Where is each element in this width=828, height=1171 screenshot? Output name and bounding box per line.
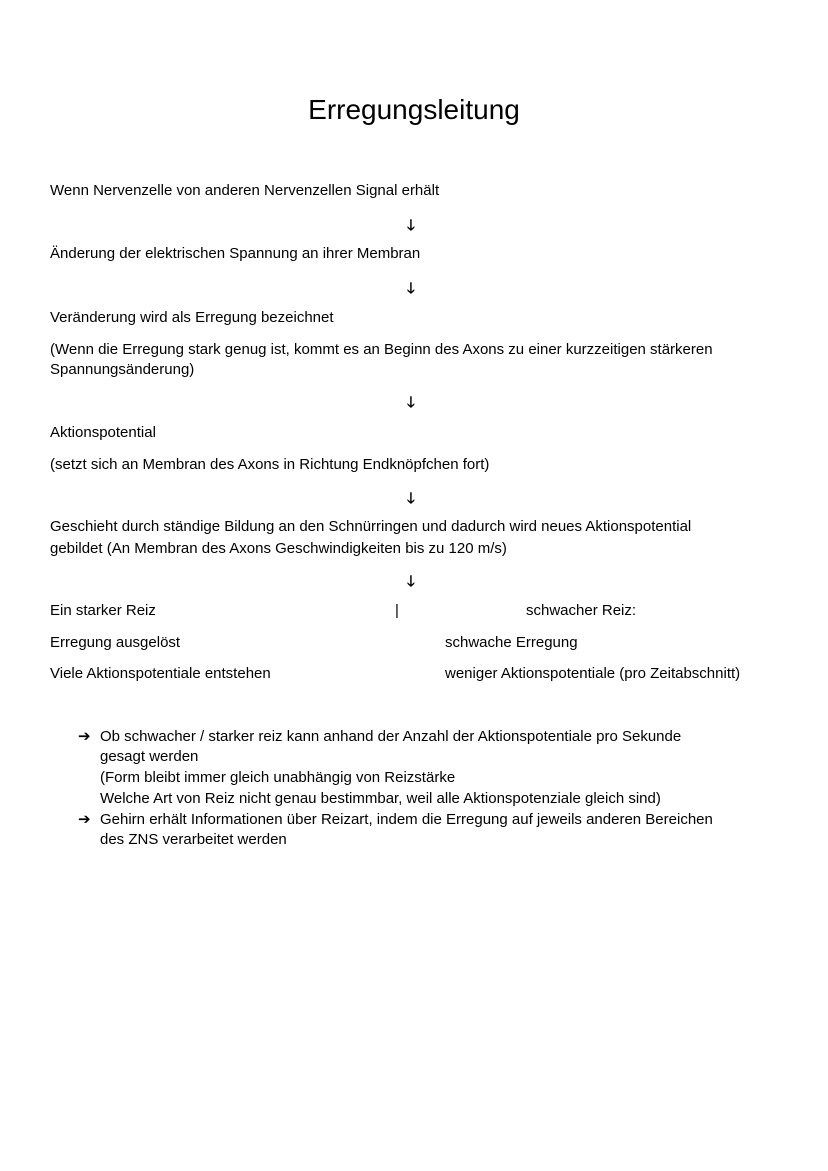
bullet-line: Gehirn erhält Informationen über Reizart, indem die Erregung auf jeweils anderen Bereichen xyxy=(100,811,713,828)
arrow-down-icon: 🡓 xyxy=(407,490,415,507)
text-line: Spannungsänderung) xyxy=(50,361,195,378)
text-line: gebildet (An Membran des Axons Geschwindigkeiten bis zu 120 m/s) xyxy=(50,540,507,557)
comparison-left: Erregung ausgelöst xyxy=(50,634,181,651)
text-line: Geschieht durch ständige Bildung an den Schnürringen und dadurch wird neues Aktionspotential xyxy=(50,518,692,535)
arrow-down-icon: 🡓 xyxy=(407,573,415,590)
bullet-line: Welche Art von Reiz nicht genau bestimmbar, weil alle Aktionspotenziale gleich sind) xyxy=(100,790,661,807)
comparison-separator: | xyxy=(395,602,399,619)
comparison-right: schwacher Reiz: xyxy=(526,602,637,619)
comparison-left: Viele Aktionspotentiale entstehen xyxy=(50,665,271,682)
text-line: (Wenn die Erregung stark genug ist, kommt es an Beginn des Axons zu einer kurzzeitigen stärkeren xyxy=(50,341,713,358)
bullet-line: Ob schwacher / starker reiz kann anhand der Anzahl der Aktionspotentiale pro Sekunde xyxy=(100,728,682,745)
arrow-down-icon: 🡓 xyxy=(407,217,415,234)
text-line: Änderung der elektrischen Spannung an ihrer Membran xyxy=(50,245,421,262)
text-line: Veränderung wird als Erregung bezeichnet xyxy=(50,309,334,326)
arrow-right-icon: ➔ xyxy=(78,811,91,828)
arrow-down-icon: 🡓 xyxy=(407,394,415,411)
comparison-left: Ein starker Reiz xyxy=(50,602,156,619)
text-line: Wenn Nervenzelle von anderen Nervenzellen Signal erhält xyxy=(50,182,440,199)
text-line: Aktionspotential xyxy=(50,424,156,441)
arrow-right-icon: ➔ xyxy=(78,728,91,745)
bullet-line: des ZNS verarbeitet werden xyxy=(100,831,287,848)
page-title: Erregungsleitung xyxy=(308,94,520,125)
bullet-line: gesagt werden xyxy=(100,748,199,765)
arrow-down-icon: 🡓 xyxy=(407,280,415,297)
bullet-line: (Form bleibt immer gleich unabhängig von Reizstärke xyxy=(100,769,456,786)
comparison-right: schwache Erregung xyxy=(445,634,578,651)
text-line: (setzt sich an Membran des Axons in Richtung Endknöpfchen fort) xyxy=(50,456,490,473)
comparison-right: weniger Aktionspotentiale (pro Zeitabschnitt) xyxy=(445,665,741,682)
